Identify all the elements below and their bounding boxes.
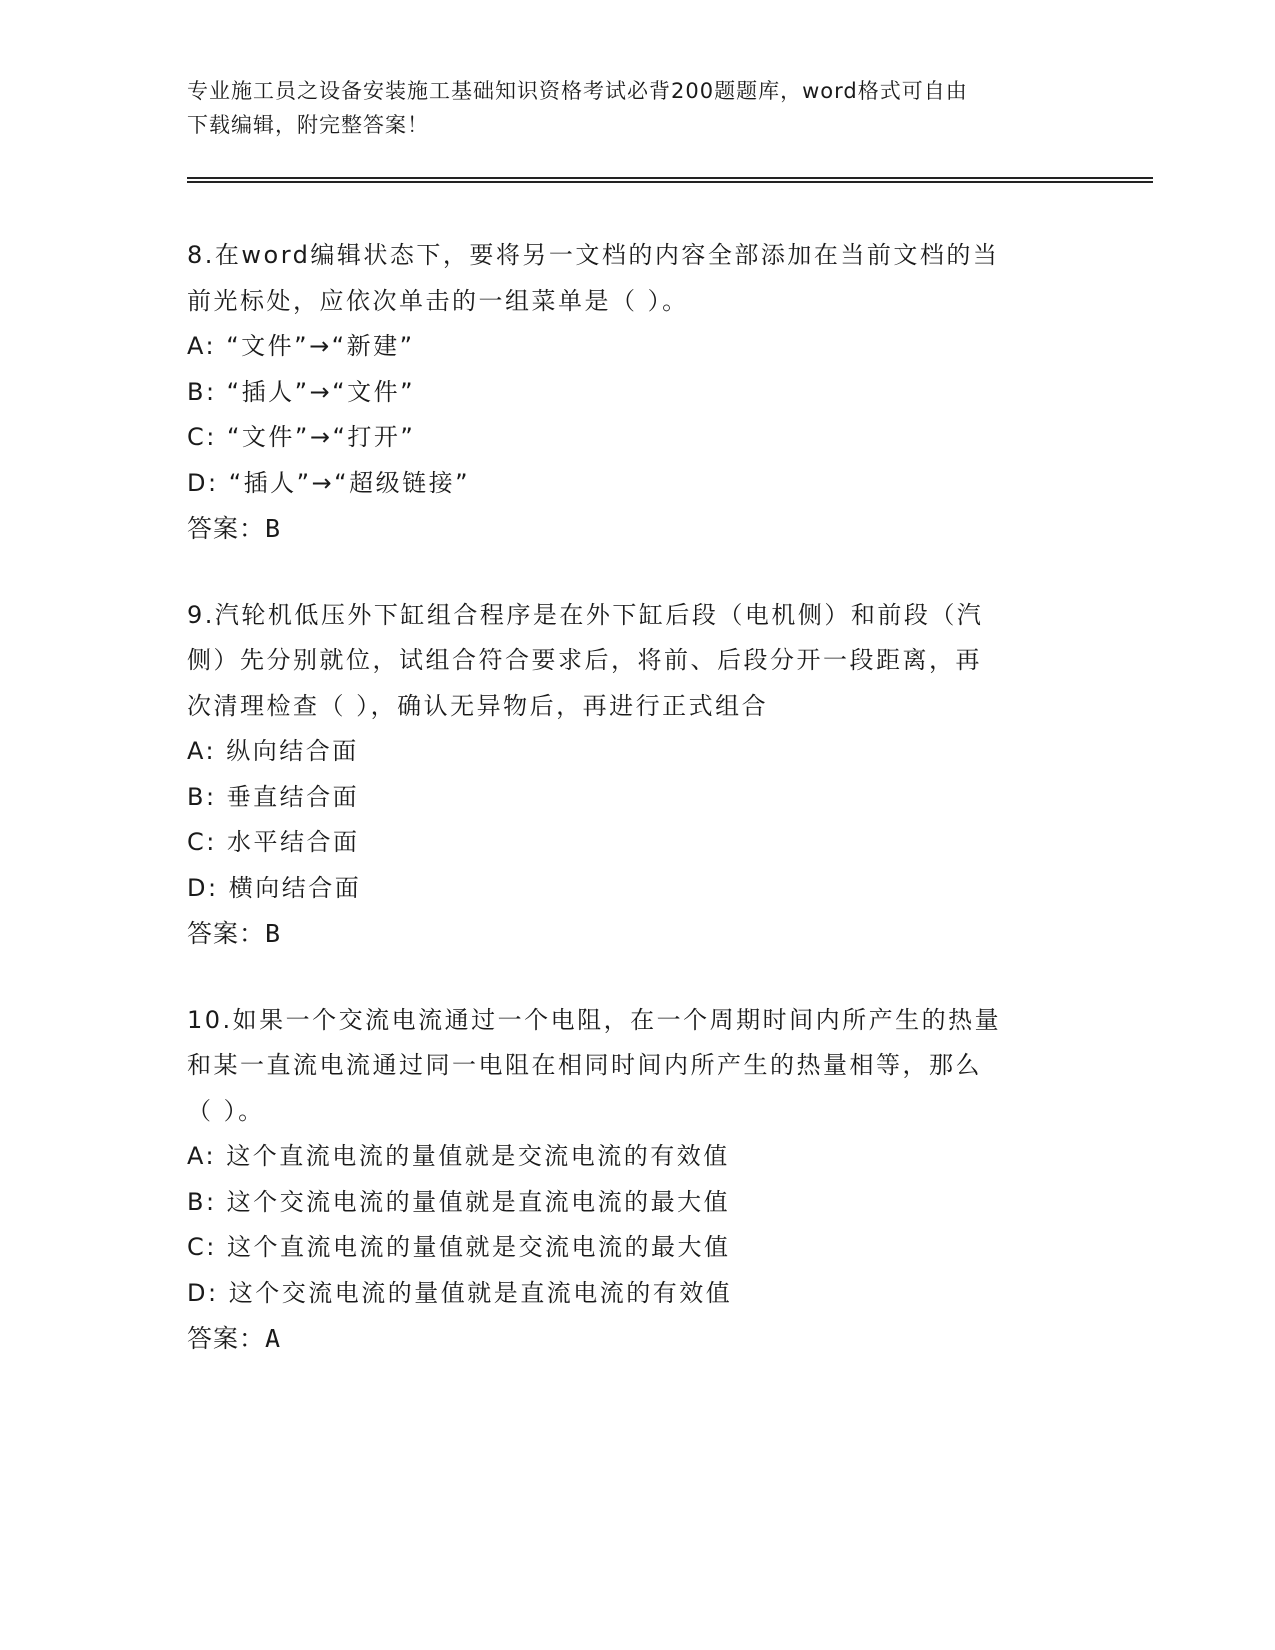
document-header bbox=[187, 74, 1067, 142]
question-10 bbox=[187, 998, 1087, 1362]
option-b: B: 垂直结合面 bbox=[187, 782, 360, 811]
header-line: 专业施工员之设备安装施工基础知识资格考试必背200题题库，word格式可自由 bbox=[187, 79, 968, 103]
answer-line: 答案：B bbox=[187, 919, 282, 948]
question-stem-line: 侧）先分别就位，试组合符合要求后，将前、后段分开一段距离，再 bbox=[187, 646, 982, 674]
question-stem-line: （ ）。 bbox=[187, 1096, 265, 1125]
option-b: B: “插人”→“文件” bbox=[187, 377, 416, 406]
option-d: D: 这个交流电流的量值就是直流电流的有效值 bbox=[187, 1278, 733, 1307]
question-9 bbox=[187, 593, 1087, 957]
question-list bbox=[187, 233, 1087, 1362]
answer-line: 答案：A bbox=[187, 1324, 282, 1353]
question-stem-line: 前光标处，应依次单击的一组菜单是（ ）。 bbox=[187, 286, 689, 315]
question-stem-line: 10.如果一个交流电流通过一个电阻，在一个周期时间内所产生的热量 bbox=[187, 1005, 1002, 1034]
option-a: A: 这个直流电流的量值就是交流电流的有效值 bbox=[187, 1142, 730, 1170]
option-a: A: 纵向结合面 bbox=[187, 737, 359, 765]
option-d: D: 横向结合面 bbox=[187, 873, 362, 902]
header-line: 下载编辑，附完整答案！ bbox=[187, 113, 429, 137]
question-8 bbox=[187, 233, 1087, 552]
option-c: C: “文件”→“打开” bbox=[187, 423, 416, 451]
answer-line: 答案：B bbox=[187, 514, 282, 543]
question-stem-line: 和某一直流电流通过同一电阻在相同时间内所产生的热量相等，那么 bbox=[187, 1051, 982, 1079]
question-stem-line: 9.汽轮机低压外下缸组合程序是在外下缸后段（电机侧）和前段（汽 bbox=[187, 600, 984, 629]
header-divider bbox=[187, 177, 1153, 183]
option-a: A: “文件”→“新建” bbox=[187, 332, 415, 360]
option-b: B: 这个交流电流的量值就是直流电流的最大值 bbox=[187, 1187, 731, 1216]
option-c: C: 这个直流电流的量值就是交流电流的最大值 bbox=[187, 1233, 731, 1261]
question-stem-line: 次清理检查（ ），确认无异物后，再进行正式组合 bbox=[187, 691, 769, 720]
question-stem-line: 8.在word编辑状态下，要将另一文档的内容全部添加在当前文档的当 bbox=[187, 241, 1000, 269]
option-c: C: 水平结合面 bbox=[187, 828, 360, 856]
option-d: D: “插人”→“超级链接” bbox=[187, 468, 471, 497]
